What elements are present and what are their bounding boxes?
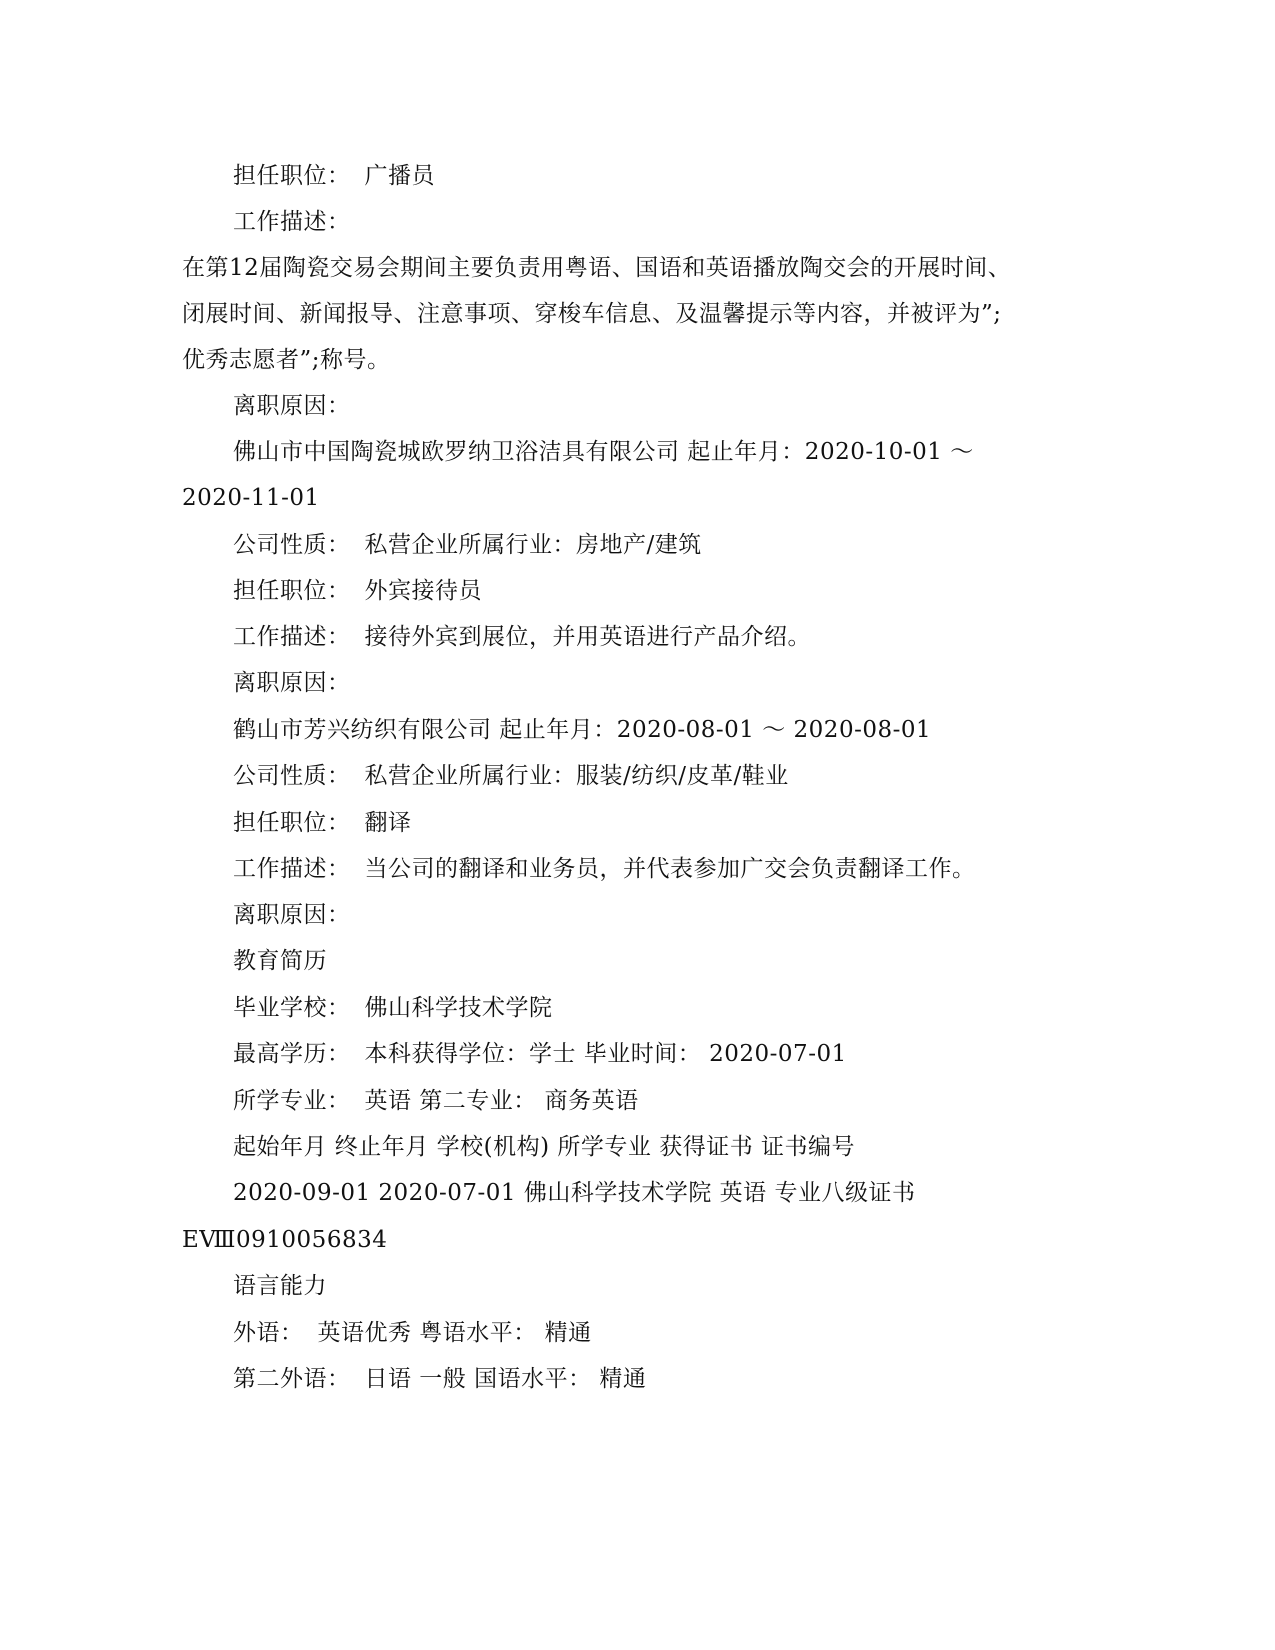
position-label-1: 担任职位：	[233, 163, 351, 189]
position-value-2: 外宾接待员	[364, 578, 482, 604]
job-description-heading-1: 工作描述：	[233, 209, 351, 235]
second-language-line	[233, 1364, 646, 1394]
second-language-label: 第二外语：	[233, 1366, 351, 1392]
company-end-date-2: 2020-11-01	[182, 485, 320, 511]
school-value: 佛山科学技术学院	[364, 995, 553, 1021]
job-description-text-1c: 优秀志愿者”;称号。	[182, 347, 391, 373]
company-nature-value-3: 私营企业所属行业：服装/纺织/皮革/鞋业	[364, 763, 789, 789]
foreign-language-value: 英语优秀 粤语水平： 精通	[317, 1320, 592, 1346]
company-line-3: 鹤山市芳兴纺织有限公司 起止年月：2020-08-01 ～ 2020-08-01	[233, 717, 932, 743]
degree-value: 本科获得学位：学士 毕业时间： 2020-07-01	[364, 1041, 847, 1067]
job-description-line-2	[233, 622, 811, 652]
leave-reason-2: 离职原因：	[233, 670, 351, 696]
job-description-line-3	[233, 854, 976, 884]
school-line	[233, 993, 553, 1023]
position-line-3	[233, 808, 412, 838]
language-heading: 语言能力	[233, 1273, 327, 1299]
education-table-row: 2020-09-01 2020-07-01 佛山科学技术学院 英语 专业八级证书	[233, 1180, 916, 1206]
position-label-2: 担任职位：	[233, 578, 351, 604]
foreign-language-line	[233, 1318, 592, 1348]
major-line	[233, 1086, 639, 1116]
degree-label: 最高学历：	[233, 1041, 351, 1067]
leave-reason-1: 离职原因：	[233, 393, 351, 419]
major-value: 英语 第二专业： 商务英语	[364, 1088, 639, 1114]
second-language-value: 日语 一般 国语水平： 精通	[364, 1366, 647, 1392]
education-heading: 教育简历	[233, 948, 327, 974]
leave-reason-3: 离职原因：	[233, 902, 351, 928]
job-description-label-3: 工作描述：	[233, 856, 351, 882]
major-label: 所学专业：	[233, 1088, 351, 1114]
foreign-language-label: 外语：	[233, 1320, 304, 1346]
job-description-value-2: 接待外宾到展位，并用英语进行产品介绍。	[364, 624, 811, 650]
company-line-2: 佛山市中国陶瓷城欧罗纳卫浴洁具有限公司 起止年月：2020-10-01 ～	[233, 439, 974, 465]
position-line-2	[233, 576, 482, 606]
education-table-header: 起始年月 终止年月 学校(机构) 所学专业 获得证书 证书编号	[233, 1134, 856, 1160]
job-description-value-3: 当公司的翻译和业务员，并代表参加广交会负责翻译工作。	[364, 856, 976, 882]
position-value-3: 翻译	[364, 810, 412, 836]
position-value-1: 广播员	[364, 163, 435, 189]
certificate-number: EⅧ0910056834	[182, 1227, 388, 1253]
company-nature-3	[233, 761, 789, 791]
degree-line	[233, 1039, 847, 1069]
job-description-text-1b: 闭展时间、新闻报导、注意事项、穿梭车信息、及温馨提示等内容，并被评为”;	[182, 301, 1002, 327]
job-description-label-2: 工作描述：	[233, 624, 351, 650]
company-nature-value-2: 私营企业所属行业：房地产/建筑	[364, 532, 702, 558]
school-label: 毕业学校：	[233, 995, 351, 1021]
company-nature-label-2: 公司性质：	[233, 532, 351, 558]
position-line-1	[233, 161, 435, 191]
job-description-text-1a: 在第12届陶瓷交易会期间主要负责用粤语、国语和英语播放陶交会的开展时间、	[182, 255, 1012, 281]
company-nature-2	[233, 530, 702, 560]
position-label-3: 担任职位：	[233, 810, 351, 836]
company-nature-label-3: 公司性质：	[233, 763, 351, 789]
